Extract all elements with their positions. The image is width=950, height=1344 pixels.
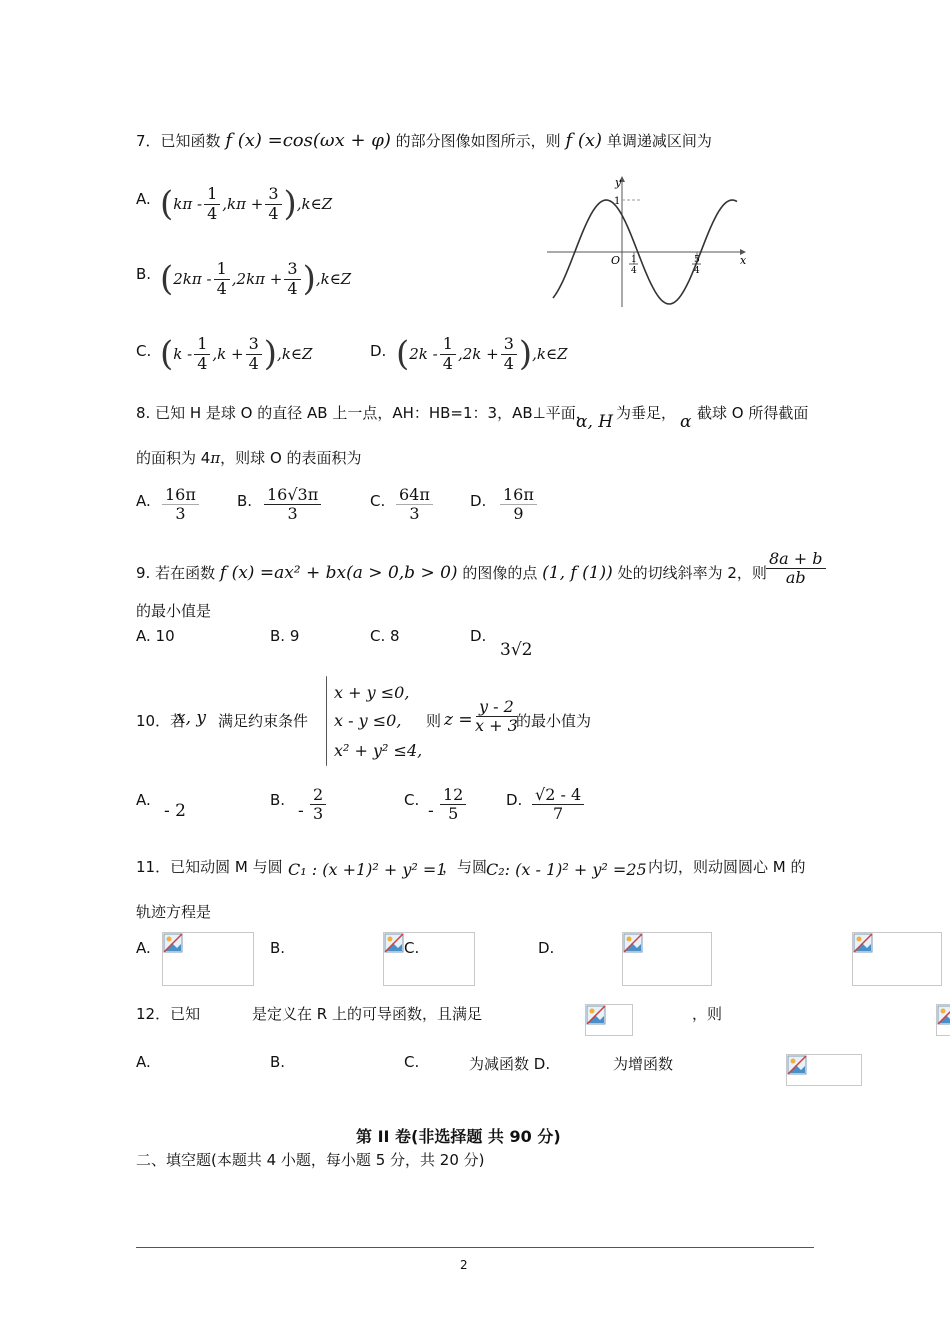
q12-text: 12．已知 [136, 1005, 201, 1023]
q9-option-b: B. 9 [270, 627, 300, 645]
q10-constraint-2: x - y ≤0, [334, 711, 402, 730]
frac-den: 4 [503, 353, 514, 373]
broken-image-icon [623, 933, 643, 957]
expr-part: ,kπ + [222, 195, 264, 213]
expr-part: 2k - [409, 345, 438, 363]
tick-5-4-den: 4 [694, 266, 700, 276]
expr-part: ,2k + [457, 345, 499, 363]
frac-den: 4 [197, 353, 208, 373]
q11-line2: 轨迹方程是 [136, 903, 212, 921]
q12-option-b-label: B. [270, 1053, 286, 1071]
q11-option-b-image [383, 932, 475, 986]
q8-text-post: 截球 O 所得截面 [697, 404, 809, 422]
y-tick-1: 1 [614, 196, 621, 207]
broken-image-icon [853, 933, 873, 957]
q9-option-c: C. 8 [370, 627, 400, 645]
option-label: B. [136, 265, 152, 283]
q10-text: 的最小值为 [516, 712, 592, 730]
q9-text: 9. 若在函数 [136, 564, 216, 582]
q9-option-d-label: D. [470, 627, 487, 645]
q10-option-d-label: D. [506, 791, 523, 809]
broken-image-icon [937, 1005, 950, 1029]
q12-text: 是定义在 R 上的可导函数，且满足 [252, 1005, 482, 1023]
q11-text: 11．已知动圆 M 与圆 [136, 858, 283, 876]
frac-den: 4 [216, 278, 227, 298]
q11-text: 内切，则动圆圆心 M 的 [648, 858, 806, 876]
q7-option-a-expr: ( kπ - $\frac{1}{4}$ ,kπ + $\frac{3}{4}$ ) ,k∈Z [160, 184, 333, 224]
q12-function-image [585, 1004, 633, 1036]
q10-option-a-label: A. [136, 791, 151, 809]
q7-option-d-expr: ( 2k - $\frac{1}{4}$ ,2k + $\frac{3}{4}$ ) ,k∈Z [396, 334, 568, 374]
frac-den: 4 [207, 203, 218, 223]
q8-text: 8. 已知 H 是球 O 的直径 AB 上一点，AH：HB=1：3，AB⊥平面， [136, 404, 591, 422]
q11-option-b-label: B. [270, 939, 286, 957]
q8-pi: π [210, 449, 221, 467]
q9-line2: 的最小值是 [136, 602, 212, 620]
q12-text: 为增函数 [613, 1055, 674, 1073]
q8-option-a: $\frac{16\pi}{3}$ [162, 486, 199, 524]
q7-stem [136, 130, 712, 151]
q10-option-a: - 2 [164, 801, 186, 821]
broken-image-icon [163, 933, 183, 957]
q11-circle-1: C₁ : (x +1)² + y² =1 [288, 860, 447, 879]
q8-text: 的面积为 4 [136, 449, 211, 467]
q10-option-c-sign: - [428, 801, 434, 821]
q10-option-b: $\frac{2}{3}$ [310, 786, 326, 824]
q9-text: 的图像的点 [462, 564, 538, 582]
frac-num: 3 [265, 185, 281, 204]
option-label: C. [136, 342, 152, 360]
q10-text: 则 [426, 712, 442, 730]
frac-den: 4 [268, 203, 279, 223]
q10-option-c: $\frac{12}{5}$ [440, 786, 466, 824]
frac-num: 1 [194, 335, 210, 354]
q8-option-b-label: B. [237, 492, 253, 510]
q7-option-c-expr: ( k - $\frac{1}{4}$ ,k + $\frac{3}{4}$ ) ,k∈Z [160, 334, 313, 374]
tick-5-4-num: 5 [694, 255, 700, 265]
q8-option-b: $\frac{16√3\pi}{3}$ [264, 486, 321, 524]
q7-option-b [136, 265, 151, 283]
q10-option-c-label: C. [404, 791, 420, 809]
q7-function-2: f (x) [565, 130, 603, 151]
expr-tail: ,k∈Z [296, 195, 333, 213]
y-axis-label: y [615, 176, 622, 189]
q9-stem [136, 562, 767, 583]
q7-option-d [370, 342, 386, 360]
q7-stem-pre: 7．已知函数 [136, 132, 221, 150]
frac-num: 3 [246, 335, 262, 354]
q9-option-a: A. 10 [136, 627, 175, 645]
q8-option-c-label: C. [370, 492, 386, 510]
q9-option-d: 3√2 [500, 640, 533, 660]
q7-stem-mid: 的部分图像如图所示，则 [395, 132, 561, 150]
q9-function: f (x) =ax² + bx(a > 0,b > 0) [219, 563, 458, 583]
broken-image-icon [586, 1005, 606, 1029]
option-label: D. [370, 342, 387, 360]
q7-option-b-expr: ( 2kπ - $\frac{1}{4}$ ,2kπ + $\frac{3}{4}$ ) ,k∈Z [160, 259, 352, 299]
q11-circle-2: C₂: (x - 1)² + y² =25 [486, 860, 647, 879]
tick-1-4-num: 1 [631, 255, 637, 265]
q12-option-c-label: C. [404, 1053, 420, 1071]
q10-option-d: $\frac{√2 - 4}{7}$ [532, 786, 584, 824]
frac-num: 1 [440, 335, 456, 354]
q9-point: (1, f (1)) [542, 563, 613, 583]
q10-constraint-3: x² + y² ≤4, [334, 741, 423, 760]
q8-option-d: $\frac{16\pi}{9}$ [500, 486, 537, 524]
q10-brace [326, 676, 327, 766]
q7-stem-post: 单调递减区间为 [606, 132, 712, 150]
q7-cosine-graph [545, 172, 750, 312]
q10-option-b-sign: - [298, 801, 304, 821]
q10-vars: x, y [176, 708, 206, 728]
q11-option-c-image [622, 932, 712, 986]
page-number: 2 [460, 1258, 468, 1272]
expr-part: kπ - [173, 195, 203, 213]
q8-option-a-label: A. [136, 492, 151, 510]
q11-option-a-label: A. [136, 939, 151, 957]
q10-fraction: $\frac{y - 2}{x + 3}$ [475, 697, 518, 736]
option-label: A. [136, 190, 151, 208]
q10-text: 满足约束条件 [218, 712, 309, 730]
q12-text: 为减函数 D. [469, 1055, 551, 1073]
x-axis-label: x [740, 254, 747, 267]
q10-option-b-label: B. [270, 791, 286, 809]
q11-option-d-label: D. [538, 939, 555, 957]
frac-num: 3 [501, 335, 517, 354]
q8-text-mid: 为垂足， [616, 404, 677, 422]
q7-option-a [136, 190, 151, 208]
frac-den: 4 [248, 353, 259, 373]
q8-option-d-label: D. [470, 492, 487, 510]
frac-den: 4 [442, 353, 453, 373]
frac-den: 4 [287, 278, 298, 298]
q10-text: 10．若 [136, 712, 186, 730]
expr-part: k - [173, 345, 193, 363]
q9-text: 处的切线斜率为 2，则 [617, 564, 767, 582]
frac-num: 1 [214, 260, 230, 279]
expr-tail: ,k∈Z [532, 345, 568, 363]
q10-constraint-1: x + y ≤0, [334, 683, 410, 702]
q11-text: ，与圆 [442, 858, 488, 876]
frac-num: 1 [204, 185, 220, 204]
q8-option-c: $\frac{64\pi}{3}$ [396, 486, 433, 524]
expr-tail: ,k∈Z [315, 270, 352, 288]
expr-part: ,k + [212, 345, 244, 363]
q12-condition-image [936, 1004, 950, 1036]
q12-option-a-image [786, 1054, 862, 1086]
q8-stem-line2 [136, 447, 362, 468]
q9-fraction: $\frac{8a + b}{ab}$ [766, 550, 826, 588]
expr-part: 2kπ - [173, 270, 212, 288]
q8-text: ，则球 O 的表面积为 [220, 449, 362, 467]
broken-image-icon [384, 933, 404, 957]
q11-option-a-image [162, 932, 254, 986]
q7-option-c [136, 342, 151, 360]
q8-stem-line1 [136, 402, 591, 423]
q12-text: ，则 [692, 1005, 723, 1023]
tick-1-4-den: 4 [631, 266, 637, 276]
expr-part: ,2kπ + [231, 270, 283, 288]
q8-alpha-h: α, H [576, 412, 614, 432]
q12-option-a-label: A. [136, 1053, 151, 1071]
origin-label: O [611, 254, 621, 267]
expr-tail: ,k∈Z [277, 345, 313, 363]
q8-alpha: α [680, 412, 692, 432]
q10-z: z = [444, 710, 473, 730]
q11-option-d-image [852, 932, 942, 986]
frac-num: 3 [284, 260, 300, 279]
part2-title: 第 II 卷(非选择题 共 90 分) [356, 1127, 561, 1146]
part2-subtitle: 二、填空题(本题共 4 小题，每小题 5 分，共 20 分) [136, 1151, 485, 1169]
q7-function: f (x) =cos(ωx + φ) [225, 130, 391, 151]
broken-image-icon [787, 1055, 807, 1079]
q11-option-c-label: C. [404, 939, 420, 957]
footer-rule [136, 1247, 814, 1248]
